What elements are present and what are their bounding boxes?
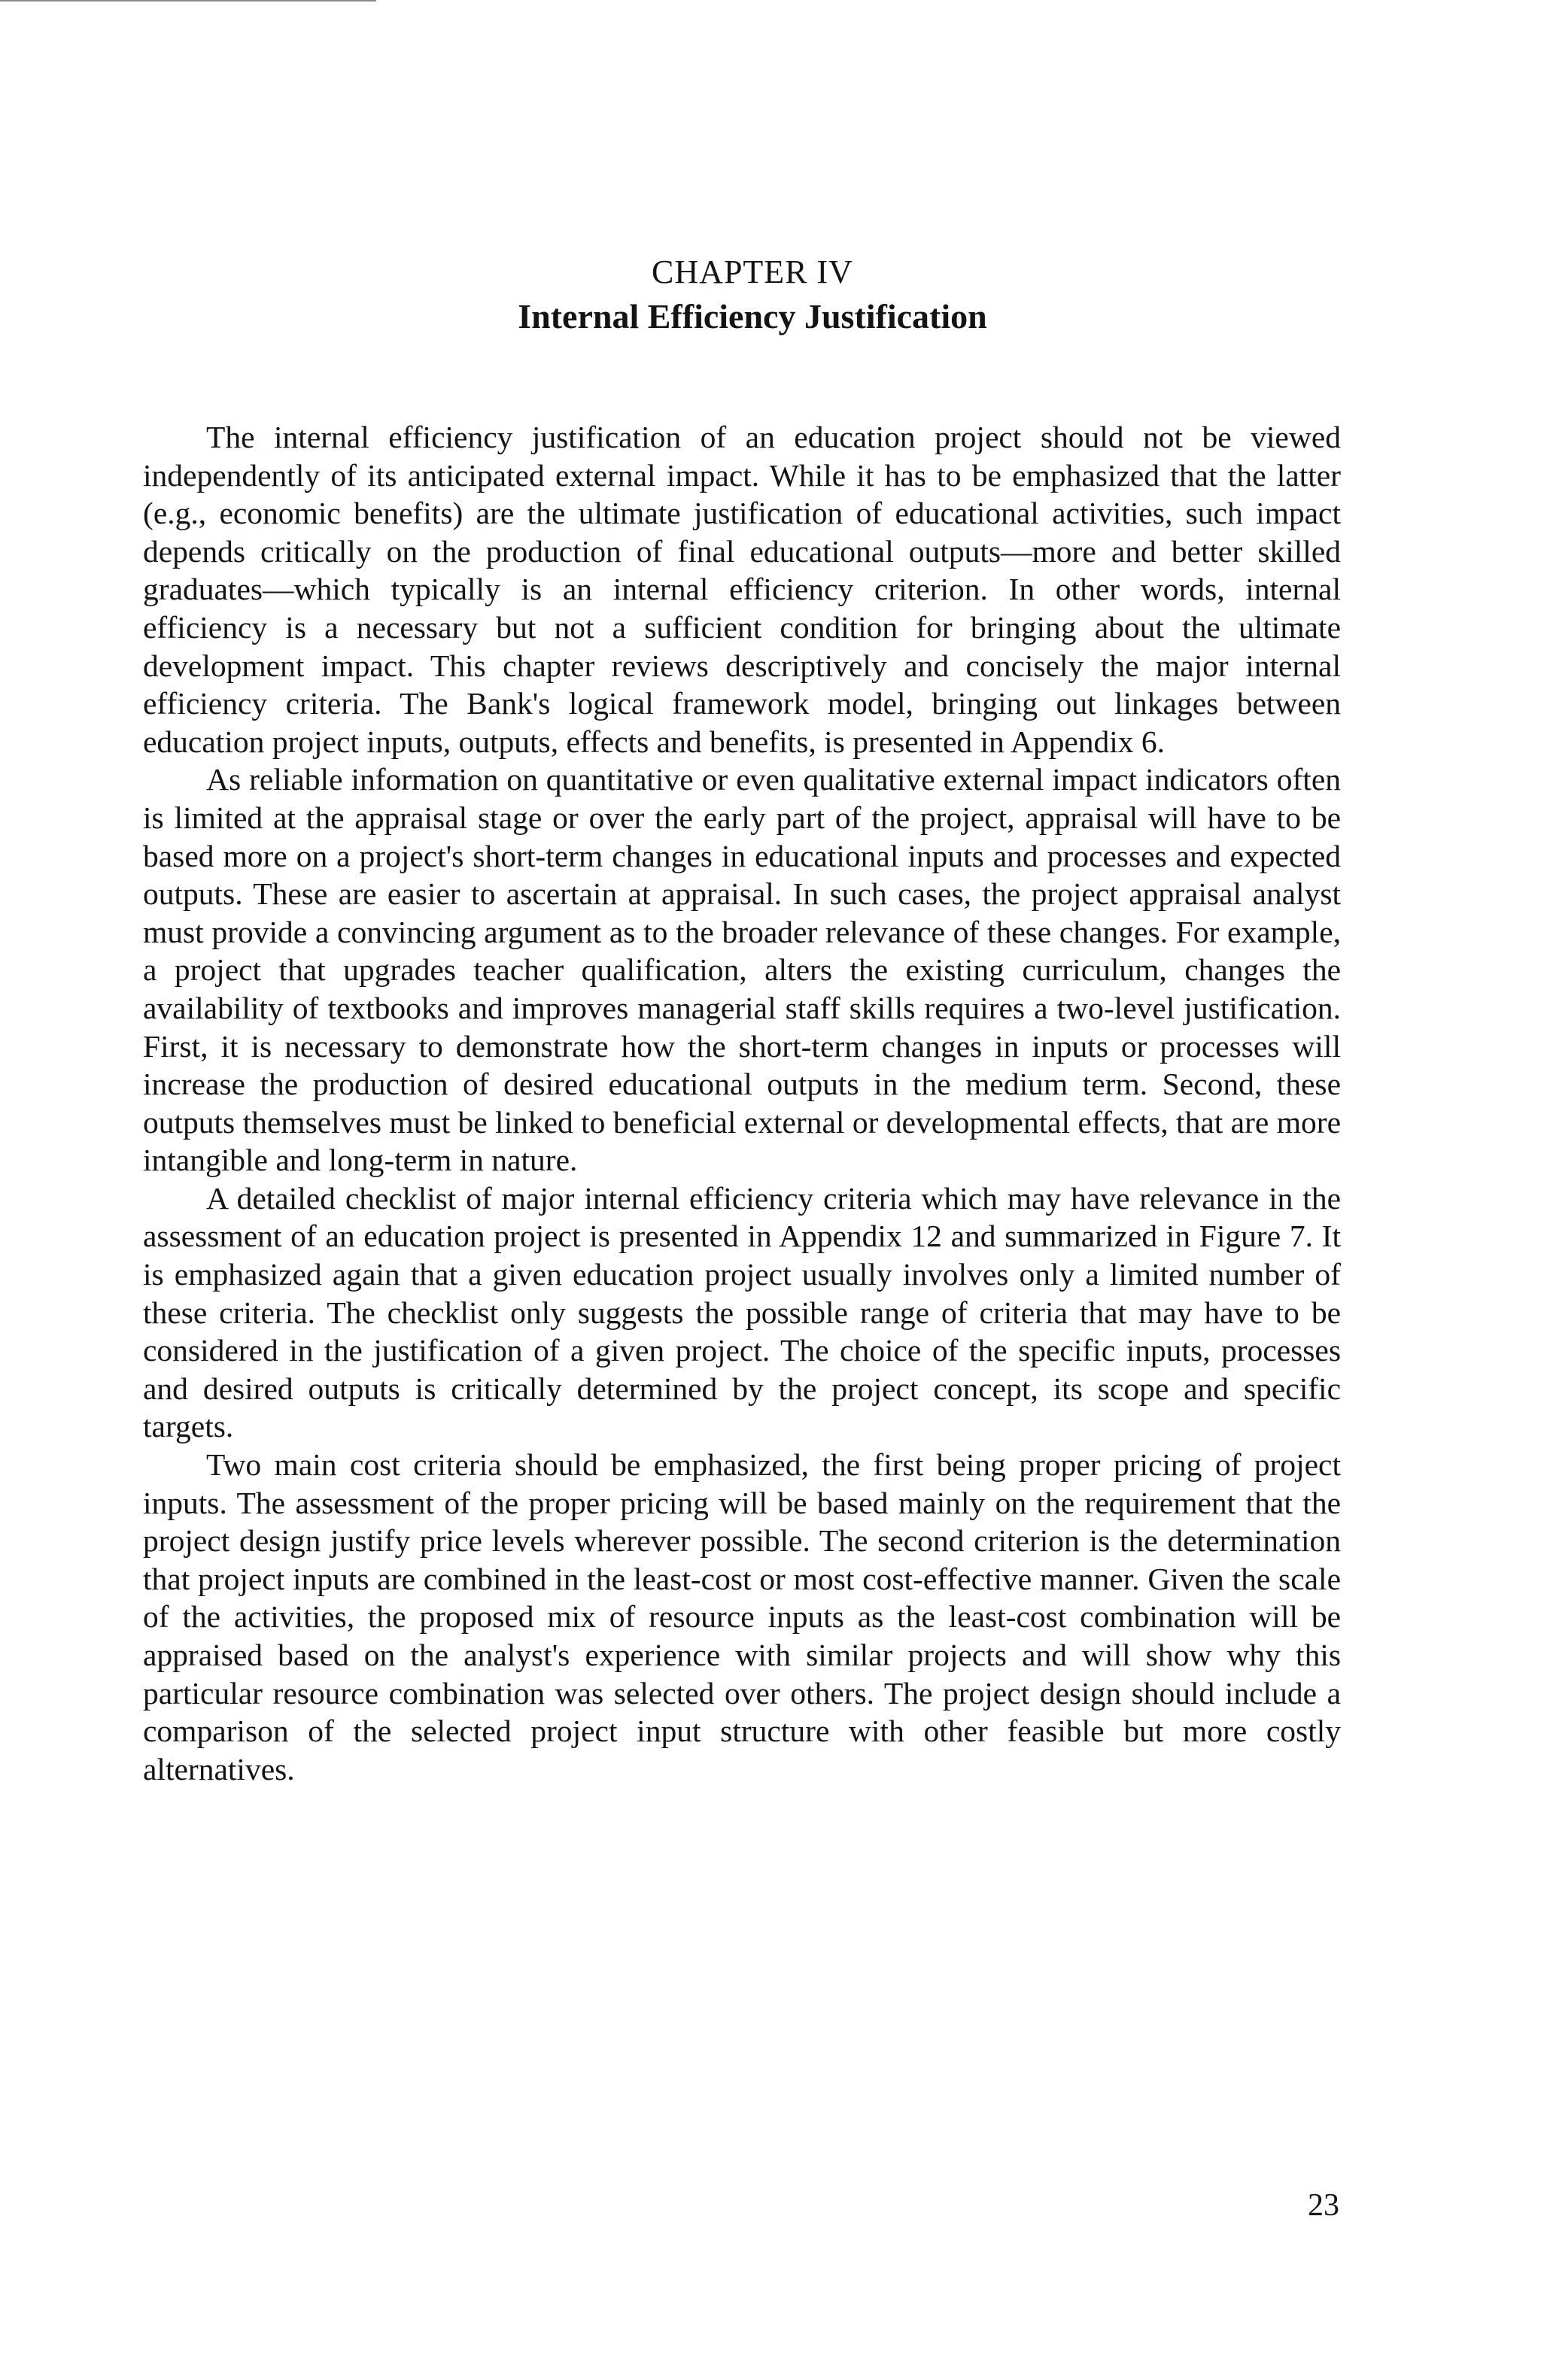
chapter-label: CHAPTER IV (652, 253, 853, 290)
paragraph: Two main cost criteria should be emphasized, the first being proper pricing of project inputs. The assessment of the proper pricing will be based mainly on the requirement that the project design justify price levels wherever possible. The second criterion is the determination that project inputs are combined in the least-cost or most cost-effective manner. Given the scale of the activities, the proposed mix of resource inputs as the least-cost combination will be appraised based on the analyst's experience with similar projects and will show why this particular resource combination was selected over others. The project design should include a comparison of the selected project input structure with other feasible but more costly alternatives. (143, 1447, 1341, 1787)
paragraph: A detailed checklist of major internal efficiency criteria which may have relevance in the assessment of an education project is presented in Appendix 12 and summarized in Figure 7. It is emphasized again that a given education project usually involves only a limited number of these criteria. The checklist only suggests the possible range of criteria that may have to be considered in the justification of a given project. The choice of the specific inputs, processes and desired outputs is critically determined by the project concept, its scope and specific targets. (143, 1180, 1341, 1444)
paragraph: The internal efficiency justification of an education project should not be viewed independently of its anticipated external impact. While it has to be emphasized that the latter (e.g., economic benefits) are the ultimate justification of educational activities, such impact depends critically on the production of final educational outputs—more and better skilled graduates—which typically is an internal efficiency criterion. In other words, internal efficiency is a necessary but not a sufficient condition for bringing about the ultimate development impact. This chapter reviews descriptively and concisely the major internal efficiency criteria. The Bank's logical framework model, bringing out linkages between education project inputs, outputs, effects and benefits, is presented in Appendix 6. (143, 420, 1341, 759)
scan-edge-rule (0, 0, 376, 2)
body-text (143, 418, 1341, 1788)
page-number: 23 (1308, 2188, 1339, 2223)
chapter-title: Internal Efficiency Justification (518, 297, 987, 335)
paragraph: As reliable information on quantitative or even qualitative external impact indicators often is limited at the appraisal stage or over the early part of the project, appraisal will have to be based more on a project's short-term changes in educational inputs and processes and expected outputs. These are easier to ascertain at appraisal. In such cases, the project appraisal analyst must provide a convincing argument as to the broader relevance of these changes. For example, a project that upgrades teacher qualification, alters the existing curriculum, changes the availability of textbooks and improves managerial staff skills requires a two-level justification. First, it is necessary to demonstrate how the short-term changes in inputs or processes will increase the production of desired educational outputs in the medium term. Second, these outputs themselves must be linked to beneficial external or developmental effects, that are more intangible and long-term in nature. (143, 762, 1341, 1178)
